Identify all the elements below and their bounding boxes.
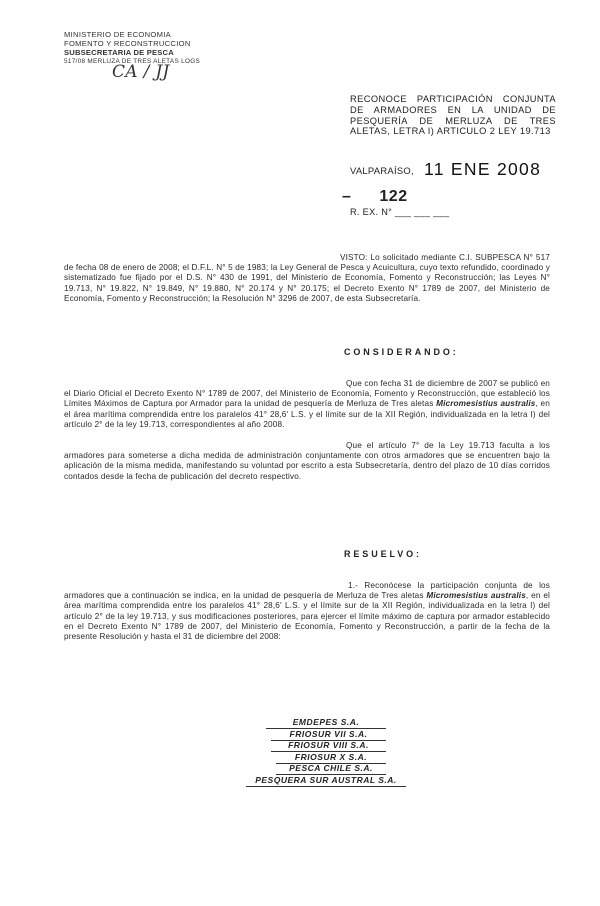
handwritten-initials: CA / JJ xyxy=(112,62,170,82)
ministry-subname: FOMENTO Y RECONSTRUCCION xyxy=(64,39,191,48)
date-stamp: 11 ENE 2008 xyxy=(424,159,542,179)
company-item: EMDEPES S.A. xyxy=(266,716,386,729)
company-item: PESQUERA SUR AUSTRAL S.A. xyxy=(246,774,406,787)
p1-text-b: , en el área marítima comprendida entre los paralelos 41° 28,6' L.S. y el límite sur de la XII Región, individualizada en la letra I) del artículo 2° de la ley 19.713, correspondientes al año 2008. xyxy=(64,399,550,429)
p3-text-b: , en el área marítima comprendida entre los paralelos 41° 28,6' L.S. y el límite sur de la XII Región, individualizada en la letra I) del artículo 2° de la ley 19.713, y sus modificaciones posteriores, para ejercer el límite máximo de captura por armador establecido en el Decreto Exento N° 1789 de 2007, del Ministerio de Economía, Fomento y Reconstrucción, a partir de la fecha de la presente Resolución y hasta el 31 de diciembre del 2008: xyxy=(64,591,550,642)
place-label: VALPARAÍSO, xyxy=(350,165,414,176)
subsecretaria-name: SUBSECRETARIA DE PESCA xyxy=(64,48,174,57)
visto-paragraph: VISTO: Lo solicitado mediante C.I. SUBPESCA N° 517 de fecha 08 de enero de 2008; el D.F.L. N° 5 de 1983; la Ley General de Pesca y Acuicultura, cuyo texto refundido, coordinado y sistematizado fue fijado por el D.S. N° 430 de 1991, del Ministerio de Economía, Fomento y Reconstrucción; las Leyes N° 19.713, N° 19.822, N° 19.849, N° 19.880, N° 20.174 y N° 20.175; el Decreto Exento N° 1789 de 2007, del Ministerio de Economía, Fomento y Reconstrucción; la Resolución N° 3296 de 2007, de esta Subsecretaría. xyxy=(64,253,550,303)
p3-text-a: 1.- Reconócese la participación conjunta de los armadores que a continuación se indica, en la unidad de pesquería de Merluza de Tres aletas xyxy=(64,581,550,601)
company-item: FRIOSUR VII S.A. xyxy=(271,728,386,741)
company-list xyxy=(246,716,396,785)
resolution-label: R. EX. N° ___ ___ ___ xyxy=(350,207,450,217)
resolution-number-stamp xyxy=(342,188,408,206)
p1-species-name: Micromesistius australis xyxy=(436,399,536,409)
resolution-number: 122 xyxy=(379,188,408,205)
company-item: FRIOSUR X S.A. xyxy=(276,751,386,764)
resolution-dash: – xyxy=(342,188,352,205)
resuelvo-heading: RESUELVO: xyxy=(344,549,422,559)
file-reference: 517/08 MERLUZA DE TRES ALETAS LOGS xyxy=(64,58,201,65)
company-item: PESCA CHILE S.A. xyxy=(276,762,386,775)
considerando-paragraph-2: Que el artículo 7° de la Ley 19.713 faculta a los armadores para someterse a dicha medida de administración conjuntamente con otros armadores que se encuentren bajo la aplicación de la misma medida, manifestando su voluntad por escrito a esta Subsecretaría, dentro del plazo de 10 días corridos contados desde la fecha de publicación del decreto respectivo. xyxy=(64,441,550,481)
considerando-heading: CONSIDERANDO: xyxy=(344,347,459,357)
company-item: FRIOSUR VIII S.A. xyxy=(271,739,386,752)
p1-text-a: Que con fecha 31 de diciembre de 2007 se publicó en el Diario Oficial el Decreto Exento N° 1789 de 2007, del Ministerio de Economía, Fomento y Reconstrucción, que estableció los Límites Máximos de Captura por Armador para la unidad de pesquería de Merluza de Tres aletas xyxy=(64,379,550,409)
document-subject: RECONOCE PARTICIPACIÓN CONJUNTA DE ARMADORES EN LA UNIDAD DE PESQUERÍA DE MERLUZA DE TRES ALETAS, LETRA I) ARTICULO 2 LEY 19.713 xyxy=(350,94,556,137)
p3-species-name: Micromesistius australis xyxy=(426,591,526,601)
letterhead xyxy=(64,30,200,80)
ministry-name: MINISTERIO DE ECONOMIA xyxy=(64,30,172,39)
considerando-paragraph-1 xyxy=(64,379,550,430)
resuelvo-paragraph-1 xyxy=(64,581,550,642)
